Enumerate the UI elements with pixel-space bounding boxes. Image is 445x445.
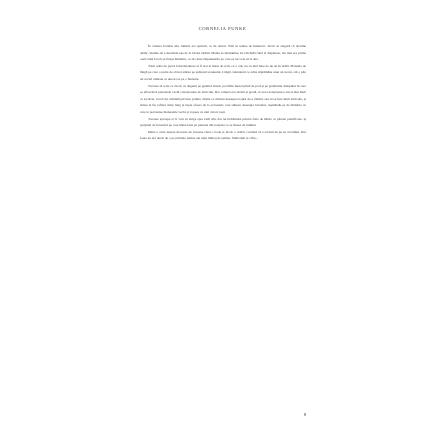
paragraph: Dintr-o carte despre motoare de avioane căzu o foaie și Jacob o ridică, crezând că e scrisul de pe ea al tatălui. Dar foaia nu era decât de o pe primele semne ale unui limbaj de semne. Simboluri și cifre...: [140, 129, 306, 141]
paragraph: Totul arăta de parcă John Reckless ar fi stat la masa de scris cu o oră, nu cu mai bine de un an în urmă. Plansele de lângă pe care o purta de obicei atârna pe spătarul scaunului. Lângă calendarul ce arăta săptămâna unui an trecut, stă o pile de cecuri aliniate ce uneori se pe o fantezie.: [140, 63, 306, 81]
running-head: CORNELIA FUNKE: [198, 26, 247, 31]
body-text: [140, 43, 306, 142]
paragraph: Trecuse să scrie ce Jacob cu degetul pe geamul aburit, pe tăblia mesei plină de praf și pe geamurile dulapului în care se aflau încă pistoalele vechi colecționate de tatăl său. Dar camera era tăcută și goală, el avea doisprezece ani și mai mult ca să tăcut. Jacob își cufundă privirea printre cărțile ce stăteau deasupra nopții de-a rândul, sau să se fure mult tatăl său, și stătea la fie rafturi, timp lung și rupte sfoara de la avioanele care stăteau deasupra biroului, rușinându-se de mândria cu care le prevenise manualele vechi și vopsea cu ulei culori roșii.: [140, 83, 306, 114]
page-number: 8: [303, 412, 306, 417]
paragraph: În camera fratelui său, lumina era aprinsă, ca de obicei. Will se temea de întuneric. Jacob se asigură că doarme adânc, înainte de a deschide ușa de la biroul tatălui. Mama se mulțumise să-l închidă când el dispăruse, dar mai era prima oară când Jacob se furișa înăuntru, ca să caute răspunsurile pe care ea nu voia să le dea.: [140, 44, 306, 62]
paragraph: Trecuse aproape ar fi vrut să strige spre tatăl său, dar nu îndrăznise printre foile de hârtie ce păreau pietrificate, și sprijinul de fereastră pe care bătea luna pe pietrele din noaptea ce se lăsase de lumină.: [140, 116, 306, 128]
